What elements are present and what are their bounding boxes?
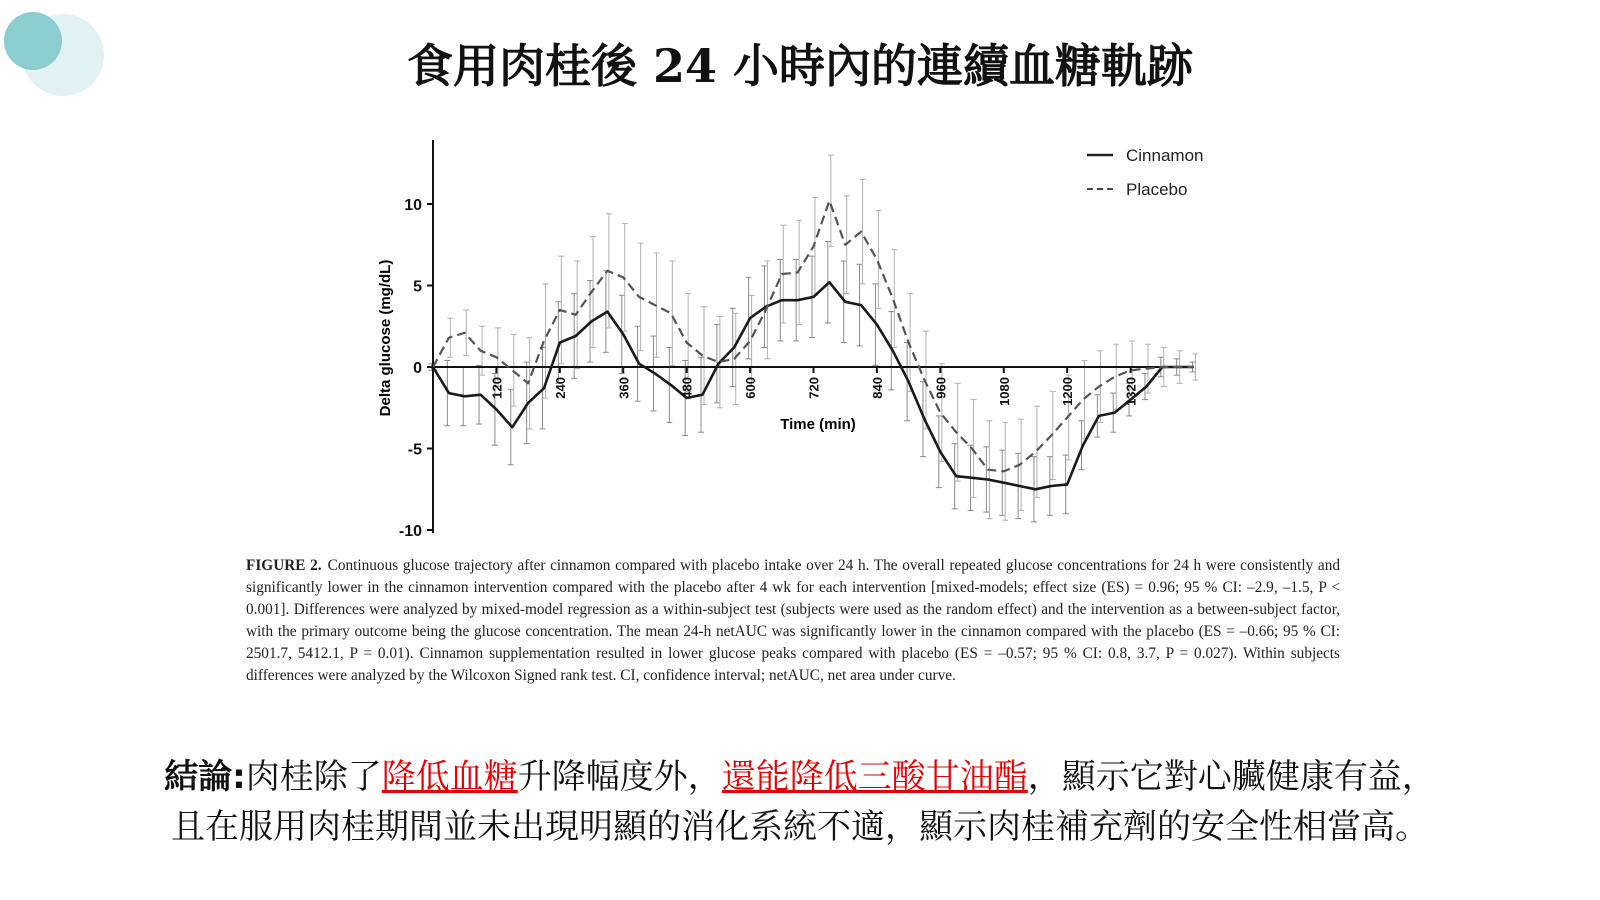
conclusion-line-2: 且在服用肉桂期間並未出現明顯的消化系統不適，顯示肉桂補充劑的安全性相當高。 — [171, 807, 1429, 847]
x-tick-label: 720 — [806, 377, 822, 399]
x-tick-label: 600 — [743, 377, 759, 399]
x-tick-label: 840 — [869, 377, 885, 399]
x-tick-label: 120 — [489, 376, 505, 399]
conclusion-part-2: 升降幅度外， — [517, 757, 722, 797]
conclusion-text — [40, 752, 1560, 852]
x-tick-label: 240 — [552, 377, 568, 399]
chart-legend — [1087, 146, 1204, 199]
y-tick-label: -10 — [398, 523, 422, 540]
figure-caption — [246, 555, 1340, 687]
caption-figure-label: FIGURE 2. — [246, 557, 322, 574]
legend-label-placebo: Placebo — [1126, 180, 1188, 199]
conclusion-line-1 — [40, 752, 1560, 802]
conclusion-part-1: 肉桂除了 — [245, 757, 382, 797]
x-tick-label: 1080 — [996, 377, 1012, 406]
x-axis-label: Time (min) — [780, 416, 856, 433]
caption-text: Continuous glucose trajectory after cinnamon compared with placebo intake over 24 h. The overall repeated glucose concentrations for 24 h were consistently and significantly lower in the cinnamon intervention compared with the placebo after 4 wk for each intervention [mixed-models; effect size (ES) = 0.96; 95 % CI: –2.9, –1.5, P < 0.001]. Differences were analyzed by mixed-model regression as a within-subject test (subjects were used as the random effect) and the intervention as a between-subject factor, with the primary outcome being the glucose concentration. The mean 24-h netAUC was significantly lower in the cinnamon compared with the placebo (ES = –0.66; 95 % CI: 2501.7, 5412.1, P = 0.01). Cinnamon supplementation resulted in lower glucose peaks compared with placebo (ES = –0.57; 95 % CI: 0.8, 3.7, P = 0.027). Within subjects differences were analyzed by the Wilcoxon Signed rank test. CI, confidence interval; netAUC, net area under curve. — [246, 557, 1340, 684]
y-tick-label: 5 — [413, 278, 422, 296]
x-tick-label: 360 — [616, 377, 632, 399]
x-tick-label: 1320 — [1123, 377, 1139, 406]
legend-label-cinnamon: Cinnamon — [1126, 146, 1204, 165]
conclusion-highlight-triglycerides: 還能降低三酸甘油酯 — [721, 757, 1028, 797]
slide-title: 食用肉桂後 24 小時內的連續血糖軌跡 — [406, 39, 1194, 93]
y-tick-label: 0 — [413, 360, 422, 377]
y-tick-label: 10 — [404, 197, 422, 214]
conclusion-label: 結論: — [164, 757, 246, 797]
conclusion-part-3: ，顯示它對心臟健康有益， — [1027, 757, 1436, 797]
x-tick-label: 1200 — [1060, 377, 1076, 406]
conclusion-highlight-lower-glucose: 降低血糖 — [381, 757, 518, 797]
x-tick-label: 960 — [933, 377, 949, 399]
x-tick-label: 480 — [679, 377, 695, 399]
y-tick-label: -5 — [407, 441, 422, 459]
y-axis-label: Delta glucose (mg/dL) — [377, 259, 394, 417]
chart-lines — [433, 201, 1194, 490]
